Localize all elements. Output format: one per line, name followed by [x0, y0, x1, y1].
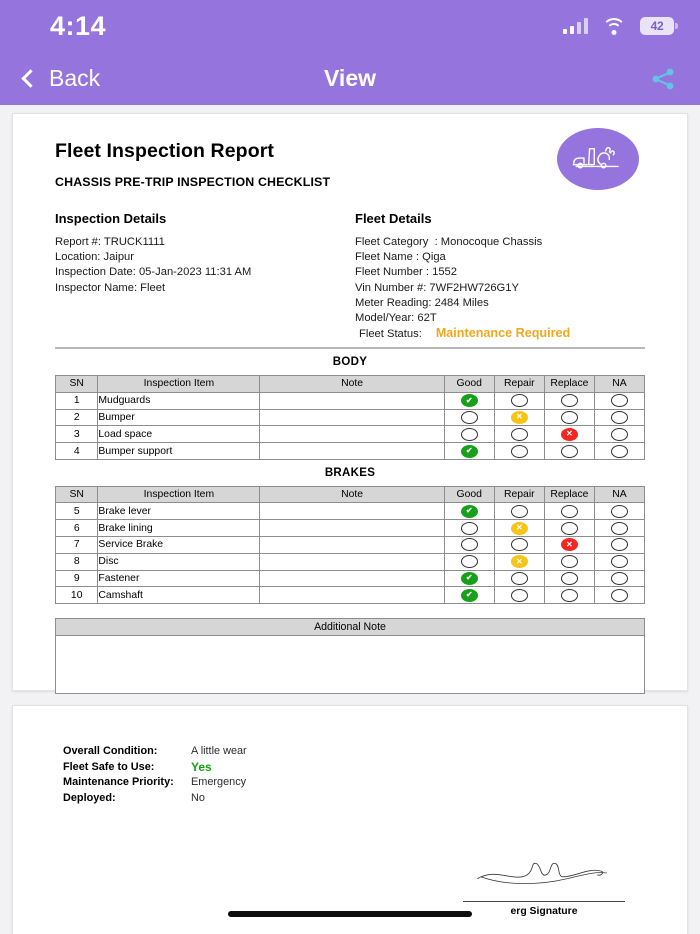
radio-repair[interactable]: [511, 428, 528, 441]
inspection-details-column: [55, 211, 355, 340]
cell-option-repair[interactable]: [494, 587, 544, 604]
cell-option-replace[interactable]: [544, 537, 594, 554]
col-good: Good: [444, 486, 494, 503]
fleet-status-row: [355, 326, 645, 340]
status-bar: [0, 0, 700, 52]
radio-replace[interactable]: [561, 445, 578, 458]
cell-option-good[interactable]: [444, 570, 494, 587]
cell-note[interactable]: [260, 443, 444, 460]
cell-inspection-item: Disc: [98, 553, 260, 570]
signature-block: [463, 854, 625, 917]
cell-option-good[interactable]: [444, 426, 494, 443]
radio-good-selected[interactable]: [461, 572, 478, 585]
additional-note-header: Additional Note: [56, 619, 645, 636]
additional-note-table: [55, 618, 645, 694]
table-row: [56, 553, 645, 570]
check-icon: ✔: [465, 590, 473, 600]
cell-option-replace[interactable]: [544, 392, 594, 409]
summary-value: Emergency: [191, 776, 247, 788]
cross-icon: ✕: [515, 523, 523, 533]
detail-line: Inspection Date: 05-Jan-2023 11:31 AM: [55, 266, 252, 279]
fleet-details-column: [355, 211, 645, 340]
cell-option-na[interactable]: [594, 392, 644, 409]
cell-option-repair[interactable]: [494, 426, 544, 443]
table-title-brakes: BRAKES: [324, 466, 376, 479]
radio-repair-selected[interactable]: [511, 411, 528, 424]
fleet-details-heading: Fleet Details: [355, 211, 432, 226]
radio-replace[interactable]: [561, 522, 578, 535]
radio-good[interactable]: [461, 428, 478, 441]
cell-option-na[interactable]: [594, 537, 644, 554]
radio-replace[interactable]: [561, 555, 578, 568]
table-row: [56, 503, 645, 520]
summary-value: No: [191, 791, 205, 804]
col-note: Note: [260, 376, 444, 393]
cell-sn: 6: [56, 520, 98, 537]
col-replace: Replace: [544, 376, 594, 393]
cell-option-na[interactable]: [594, 503, 644, 520]
detail-line: Inspector Name: Fleet: [55, 281, 166, 294]
radio-good-selected[interactable]: [461, 505, 478, 518]
cell-inspection-item: Bumper support: [98, 443, 260, 460]
radio-good[interactable]: [461, 411, 478, 424]
cell-option-good[interactable]: [444, 392, 494, 409]
radio-repair[interactable]: [511, 445, 528, 458]
detail-line: Fleet Number : 1552: [355, 266, 457, 279]
back-button[interactable]: [24, 65, 100, 92]
cell-note[interactable]: [260, 537, 444, 554]
radio-good[interactable]: [461, 555, 478, 568]
radio-repair-selected[interactable]: [511, 555, 528, 568]
summary-key: Deployed:: [63, 791, 116, 804]
summary-row: [63, 760, 687, 776]
truck-logo-icon: [557, 128, 639, 190]
cell-sn: 4: [56, 443, 98, 460]
cell-option-repair[interactable]: [494, 553, 544, 570]
cell-option-na[interactable]: [594, 426, 644, 443]
cell-option-repair[interactable]: [494, 443, 544, 460]
fleet-status-label: Fleet Status:: [359, 328, 422, 341]
table-row: [56, 409, 645, 426]
summary-row: [63, 744, 687, 760]
cell-note[interactable]: [260, 553, 444, 570]
cell-option-good[interactable]: [444, 587, 494, 604]
radio-good-selected[interactable]: [461, 445, 478, 458]
cell-option-replace[interactable]: [544, 409, 594, 426]
radio-na[interactable]: [611, 538, 628, 551]
radio-repair[interactable]: [511, 538, 528, 551]
status-clock: 4:14: [50, 10, 107, 41]
back-button-label: Back: [49, 65, 101, 91]
summary-row: [63, 791, 687, 807]
table-title-body: BODY: [332, 356, 368, 369]
radio-na[interactable]: [611, 411, 628, 424]
check-icon: ✔: [465, 573, 473, 583]
col-na: NA: [594, 376, 644, 393]
cross-icon: ✕: [566, 539, 573, 549]
cell-sn: 9: [56, 570, 98, 587]
radio-good-selected[interactable]: [461, 394, 478, 407]
cell-inspection-item: Bumper: [98, 409, 260, 426]
cell-option-replace[interactable]: [544, 520, 594, 537]
radio-na[interactable]: [611, 572, 628, 585]
cell-option-na[interactable]: [594, 409, 644, 426]
table-header-row: [56, 376, 645, 393]
nav-bar: [0, 52, 700, 105]
cell-sn: 2: [56, 409, 98, 426]
cell-option-repair[interactable]: [494, 537, 544, 554]
col-note: Note: [260, 486, 444, 503]
cell-option-replace[interactable]: [544, 503, 594, 520]
cell-option-na[interactable]: [594, 520, 644, 537]
radio-good[interactable]: [461, 522, 478, 535]
cell-option-replace[interactable]: [544, 570, 594, 587]
cell-option-na[interactable]: [594, 443, 644, 460]
radio-na[interactable]: [611, 555, 628, 568]
inspection-details-heading: Inspection Details: [55, 211, 167, 226]
detail-line: Fleet Name : Qiga: [355, 251, 446, 264]
cell-inspection-item: Brake lever: [98, 503, 260, 520]
cell-inspection-item: Camshaft: [98, 587, 260, 604]
cell-option-na[interactable]: [594, 553, 644, 570]
cell-sn: 5: [56, 503, 98, 520]
table-row: [56, 537, 645, 554]
detail-line: Fleet Category : Monocoque Chassis: [355, 236, 543, 248]
table-row: [56, 520, 645, 537]
col-na: NA: [594, 486, 644, 503]
cell-option-repair[interactable]: [494, 392, 544, 409]
summary-key: Maintenance Priority:: [63, 776, 174, 788]
radio-na[interactable]: [611, 522, 628, 535]
summary-value: A little wear: [191, 745, 247, 757]
share-button[interactable]: [650, 66, 676, 92]
col-repair: Repair: [494, 376, 544, 393]
cell-inspection-item: Mudguards: [98, 392, 260, 409]
cell-sn: 10: [56, 587, 98, 604]
radio-na[interactable]: [611, 589, 628, 602]
section-divider: [55, 347, 645, 349]
cell-sn: 1: [56, 392, 98, 409]
detail-line: Model/Year: 62T: [355, 312, 437, 325]
radio-replace[interactable]: [561, 505, 578, 518]
status-badge: Maintenance Required: [435, 326, 571, 341]
radio-repair[interactable]: [511, 572, 528, 585]
radio-replace-selected[interactable]: [561, 428, 578, 441]
report-body: [13, 140, 687, 694]
cell-inspection-item: Brake lining: [98, 520, 260, 537]
radio-replace[interactable]: [561, 411, 578, 424]
radio-replace[interactable]: [561, 572, 578, 585]
check-icon: ✔: [465, 506, 473, 516]
summary-key: Fleet Safe to Use:: [63, 760, 155, 773]
cell-note[interactable]: [260, 426, 444, 443]
radio-replace-selected[interactable]: [561, 538, 578, 551]
cell-inspection-item: Load space: [98, 426, 260, 443]
check-icon: ✔: [465, 395, 473, 405]
col-replace: Replace: [544, 486, 594, 503]
cell-option-repair[interactable]: [494, 520, 544, 537]
cell-option-repair[interactable]: [494, 409, 544, 426]
cell-note[interactable]: [260, 392, 444, 409]
col-item: Inspection Item: [98, 376, 260, 393]
summary-value: Yes: [191, 759, 212, 774]
report-page-1: [12, 113, 688, 691]
report-subtitle: CHASSIS PRE-TRIP INSPECTION CHECKLIST: [55, 175, 331, 189]
cell-option-repair[interactable]: [494, 503, 544, 520]
battery-icon: [640, 17, 674, 35]
col-good: Good: [444, 376, 494, 393]
share-icon: [650, 66, 676, 92]
summary-section: [13, 706, 687, 806]
cell-option-na[interactable]: [594, 587, 644, 604]
radio-na[interactable]: [611, 428, 628, 441]
col-sn: SN: [56, 486, 98, 503]
additional-note-value[interactable]: [56, 636, 645, 694]
cell-option-replace[interactable]: [544, 426, 594, 443]
radio-na[interactable]: [611, 505, 628, 518]
radio-replace[interactable]: [561, 394, 578, 407]
radio-na[interactable]: [611, 445, 628, 458]
cell-inspection-item: Service Brake: [98, 537, 260, 554]
radio-repair[interactable]: [511, 394, 528, 407]
chevron-left-icon: [21, 69, 39, 87]
cell-option-replace[interactable]: [544, 587, 594, 604]
summary-row: [63, 775, 687, 791]
cell-note[interactable]: [260, 587, 444, 604]
signature-label: erg Signature: [510, 906, 578, 917]
detail-line: Meter Reading: 2484 Miles: [355, 296, 489, 309]
col-sn: SN: [56, 376, 98, 393]
cross-icon: ✕: [515, 412, 523, 422]
cross-icon: ✕: [515, 556, 523, 566]
table-row: [56, 443, 645, 460]
inspection-table-brakes: [55, 486, 645, 604]
signature-scribble-icon: [464, 854, 624, 894]
cell-note[interactable]: [260, 503, 444, 520]
radio-repair-selected[interactable]: [511, 522, 528, 535]
wifi-icon: [602, 18, 626, 35]
cell-option-repair[interactable]: [494, 570, 544, 587]
detail-line: Vin Number #: 7WF2HW726G1Y: [355, 281, 519, 294]
cell-option-good[interactable]: [444, 443, 494, 460]
cell-option-replace[interactable]: [544, 553, 594, 570]
radio-replace[interactable]: [561, 589, 578, 602]
radio-na[interactable]: [611, 394, 628, 407]
signature-line: [463, 901, 625, 902]
radio-repair[interactable]: [511, 505, 528, 518]
signal-bars-icon: [563, 18, 588, 34]
report-title: Fleet Inspection Report: [55, 140, 274, 162]
page-title: View: [324, 65, 376, 91]
table-row: [56, 426, 645, 443]
detail-line: Report #: TRUCK1111: [55, 236, 165, 248]
table-row: [56, 392, 645, 409]
battery-level: 42: [650, 19, 664, 33]
radio-good[interactable]: [461, 538, 478, 551]
radio-repair[interactable]: [511, 589, 528, 602]
document-scroll-area[interactable]: [0, 105, 700, 934]
cell-option-good[interactable]: [444, 537, 494, 554]
radio-good-selected[interactable]: [461, 589, 478, 602]
table-row: [56, 587, 645, 604]
cell-note[interactable]: [260, 570, 444, 587]
home-indicator[interactable]: [228, 911, 472, 917]
status-indicators: [563, 17, 674, 35]
cell-sn: 8: [56, 553, 98, 570]
cell-option-na[interactable]: [594, 570, 644, 587]
col-item: Inspection Item: [98, 486, 260, 503]
report-page-2: [12, 705, 688, 934]
col-repair: Repair: [494, 486, 544, 503]
summary-key: Overall Condition:: [63, 745, 158, 757]
check-icon: ✔: [465, 446, 473, 455]
cell-option-good[interactable]: [444, 520, 494, 537]
cell-option-good[interactable]: [444, 409, 494, 426]
cell-sn: 3: [56, 426, 98, 443]
table-header-row: [56, 486, 645, 503]
cell-option-replace[interactable]: [544, 443, 594, 460]
inspection-table-body: [55, 375, 645, 460]
cell-option-good[interactable]: [444, 503, 494, 520]
cell-option-good[interactable]: [444, 553, 494, 570]
cell-note[interactable]: [260, 409, 444, 426]
cell-sn: 7: [56, 537, 98, 554]
cross-icon: ✕: [566, 429, 573, 439]
details-section: [55, 211, 645, 340]
detail-line: Location: Jaipur: [55, 251, 134, 264]
cell-note[interactable]: [260, 520, 444, 537]
table-row: [56, 570, 645, 587]
cell-inspection-item: Fastener: [98, 570, 260, 587]
